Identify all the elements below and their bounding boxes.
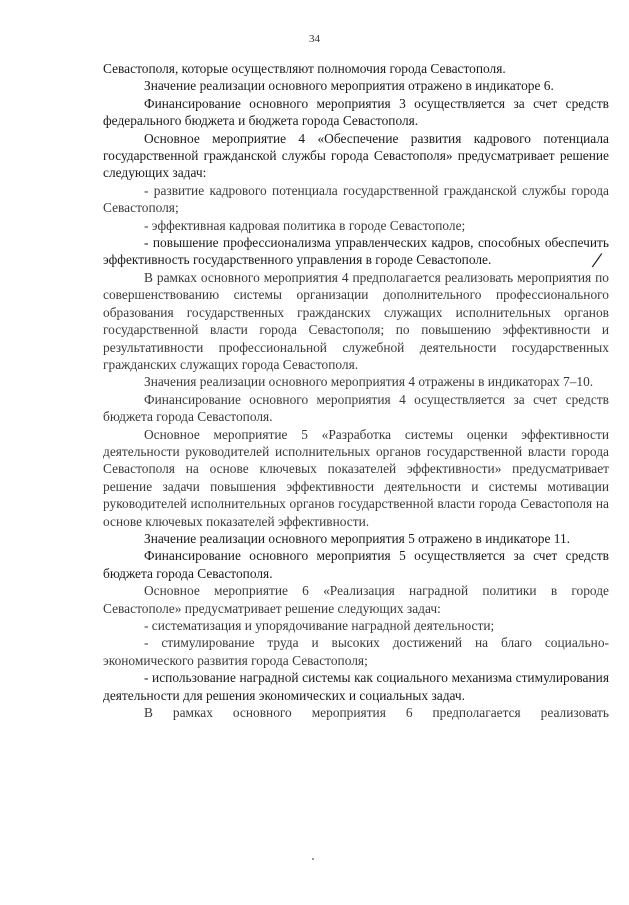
paragraph-indicator-6: Значение реализации основного мероприятия отражено в индикаторе 6.: [144, 78, 554, 94]
paragraph-measure-6-scope: В рамках основного мероприятия 6 предполагается реализовать: [144, 705, 609, 721]
paragraph-measure-6-intro: Основное мероприятие 6 «Реализация наградной политики в городе Севастополе» предусматривает решение следующих задач:: [103, 583, 609, 616]
list-item-task: - развитие кадрового потенциала государственной гражданской службы города Севастополя;: [103, 182, 609, 216]
paragraph-financing-5: Финансирование основного мероприятия 5 осуществляется за счет средств бюджета города Севастополя.: [103, 548, 609, 581]
list-item-task: - стимулирование труда и высоких достижений на благо социально-экономического развития города Севастополя;: [103, 635, 609, 668]
paragraph-indicator-11: Значение реализации основного мероприятия 5 отражено в индикаторе 11.: [144, 530, 571, 546]
paragraph-measure-5-intro: Основное мероприятие 5 «Разработка системы оценки эффективности деятельности руководителей исполнительных органов государственной власти города Севастополя на основе ключевых показателей эффективности» предусматривает решение задачи повышения эффективности деятельности и системы мотивации руководителей исполнительных органов государственной власти города Севастополя на основе ключевых показателей эффективности.: [103, 426, 609, 529]
list-item-task: - эффективная кадровая политика в городе Севастополе;: [144, 217, 466, 233]
paragraph-indicators-7-10: Значения реализации основного мероприятия 4 отражены в индикаторах 7–10.: [144, 374, 594, 390]
paragraph-financing-4: Финансирование основного мероприятия 4 осуществляется за счет средств бюджета города Севастополя.: [103, 391, 609, 425]
list-item-task: - использование наградной системы как социального механизма стимулирования деятельности для решения экономических и социальных задач.: [103, 670, 609, 703]
scan-speck: [312, 858, 314, 860]
paragraph-measure-4-scope: В рамках основного мероприятия 4 предполагается реализовать мероприятия по совершенствованию системы организации дополнительного профессионального образования государственных гражданских служащих исполнительных органов государственной власти города Севастополя; по повышению эффективности и результативности профессиональной служебной деятельности государственных гражданских служащих города Севастополя.: [103, 269, 609, 372]
list-item-task: - систематизация и упорядочивание наградной деятельности;: [144, 618, 495, 633]
page-number: 34: [309, 33, 320, 45]
handwritten-mark: /: [592, 249, 602, 272]
paragraph-measure-4-intro: Основное мероприятие 4 «Обеспечение развития кадрового потенциала государственной гражданской службы города Севастополя» предусматривает решение следующих задач:: [103, 130, 609, 181]
paragraph-continuation: Севастополя, которые осуществляют полномочия города Севастополя.: [103, 61, 506, 76]
paragraph-financing-3: Финансирование основного мероприятия 3 осуществляется за счет средств федерального бюджета и бюджета города Севастополя.: [103, 95, 609, 129]
list-item-task: - повышение профессионализма управленческих кадров, способных обеспечить эффективность государственного управления в городе Севастополе.: [103, 235, 609, 268]
document-body: [103, 60, 609, 721]
